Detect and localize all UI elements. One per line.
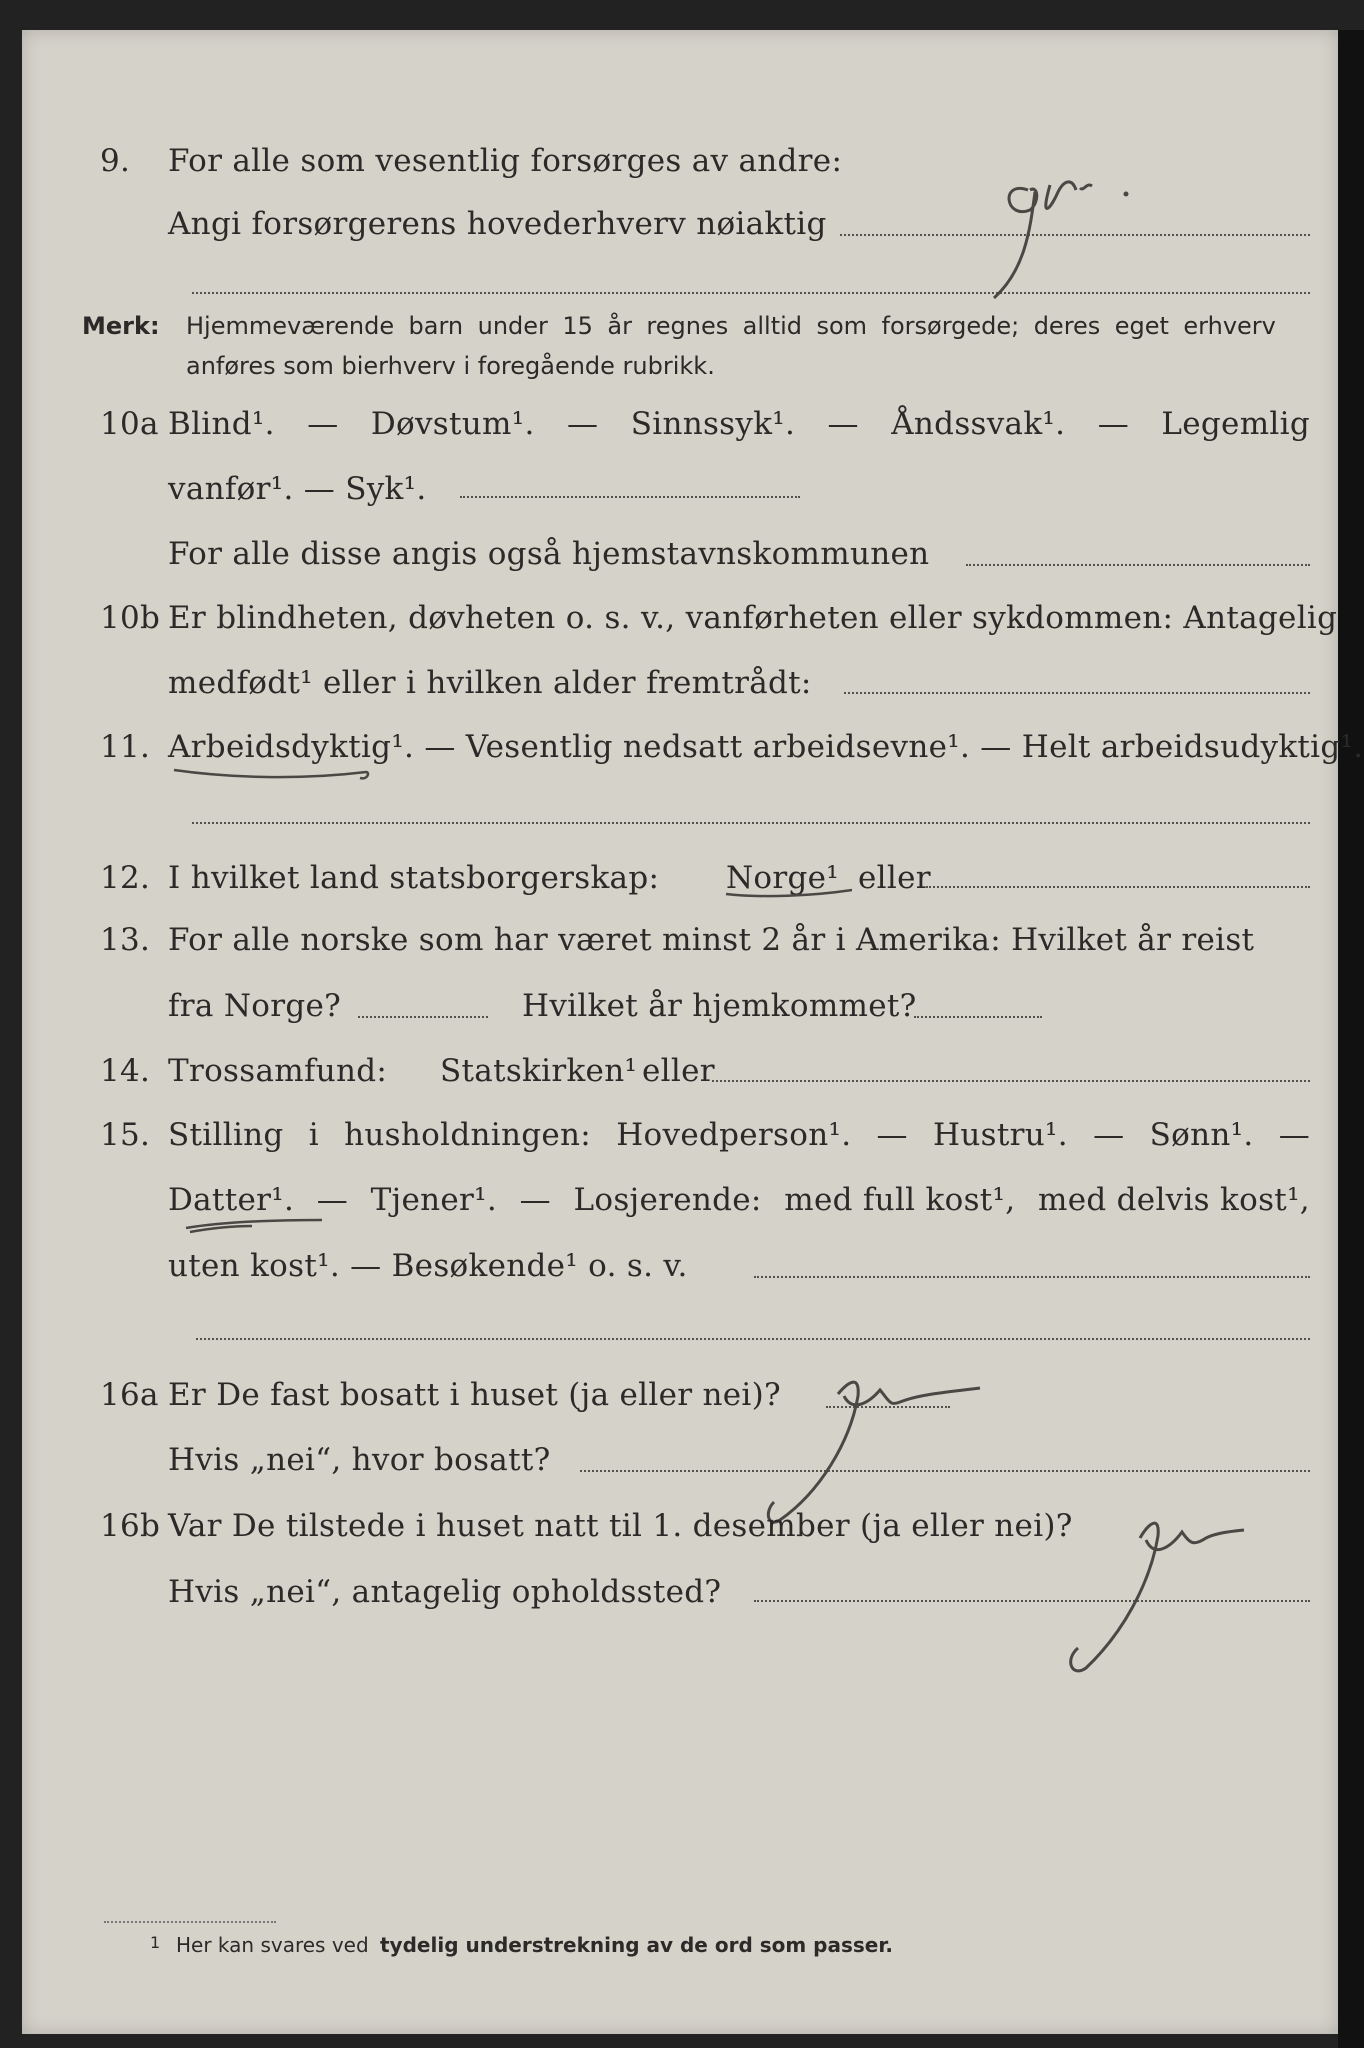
q14-text1c: eller bbox=[642, 1053, 715, 1089]
q16b-number: 16b bbox=[100, 1508, 161, 1544]
q10a-text1: Blind¹. — Døvstum¹. — Sinnssyk¹. — Åndssvak¹. — Legemlig bbox=[168, 406, 1310, 442]
q15-answer-line bbox=[754, 1276, 1310, 1278]
q12-answer-line bbox=[926, 886, 1310, 888]
q15-number: 15. bbox=[100, 1117, 151, 1153]
q11-underline-mark bbox=[170, 758, 380, 788]
q10b-line2 bbox=[0, 665, 1364, 715]
scan-edge bbox=[1338, 30, 1364, 2048]
q15-text1: Stilling i husholdningen: Hovedperson¹. — Hustru¹. — Sønn¹. — bbox=[168, 1117, 1310, 1153]
q13-text2a: fra Norge? bbox=[168, 988, 342, 1024]
q10b-number: 10b bbox=[100, 600, 161, 636]
q16a-text1: Er De fast bosatt i huset (ja eller nei)? bbox=[168, 1377, 781, 1413]
q10a-number: 10a bbox=[100, 406, 159, 442]
q14-text1b: Statskirken¹ bbox=[440, 1053, 638, 1089]
q10b-answer-line bbox=[844, 692, 1310, 694]
q16a-answer-text: ja bbox=[830, 1442, 831, 1443]
q13-line2 bbox=[0, 988, 1364, 1038]
q9-answer-text: gbr. bbox=[1040, 240, 1042, 241]
q16b-handwriting bbox=[1030, 1484, 1280, 1684]
q9-text2: Angi forsørgerens hovederhverv nøiaktig bbox=[168, 206, 827, 242]
q15-line1 bbox=[0, 1117, 1364, 1167]
q15-line3 bbox=[0, 1248, 1364, 1298]
q11-extra-line bbox=[192, 822, 1310, 824]
q12-number: 12. bbox=[100, 860, 151, 896]
q13-text2b: Hvilket år hjemkommet? bbox=[522, 988, 917, 1024]
q13-hjemkommet-line bbox=[914, 1016, 1042, 1018]
q10a-text3: For alle disse angis også hjemstavnskommunen bbox=[168, 536, 930, 572]
q9-number: 9. bbox=[100, 143, 131, 179]
q10a-line1 bbox=[0, 406, 1364, 456]
q13-reist-line bbox=[358, 1016, 488, 1018]
q13-text1: For alle norske som har været minst 2 år i Amerika: Hvilket år reist bbox=[168, 922, 1255, 958]
q10a-line3 bbox=[0, 536, 1364, 586]
merk-label: Merk: bbox=[82, 312, 160, 340]
q15-extra-line bbox=[196, 1338, 1310, 1340]
merk-line1: Hjemmeværende barn under 15 år regnes alltid som forsørgede; deres eget erhverv bbox=[186, 312, 1276, 340]
q12-text1: I hvilket land statsborgerskap: bbox=[168, 860, 660, 896]
q13-number: 13. bbox=[100, 922, 151, 958]
q12-underline-mark bbox=[722, 882, 862, 912]
q10a-hjemstavn-line bbox=[966, 564, 1310, 566]
footnote-rule bbox=[104, 1921, 276, 1923]
q16b-text2: Hvis „nei“, antagelig opholdssted? bbox=[168, 1574, 722, 1610]
q16a-number: 16a bbox=[100, 1377, 159, 1413]
q10a-text2: vanfør¹. — Syk¹. bbox=[168, 471, 427, 507]
q14-answer-line bbox=[712, 1080, 1310, 1082]
q9-handwriting bbox=[980, 130, 1180, 310]
q15-text3: uten kost¹. — Besøkende¹ o. s. v. bbox=[168, 1248, 688, 1284]
q10a-answer-line bbox=[460, 496, 800, 498]
q14-line1 bbox=[0, 1053, 1364, 1103]
footnote-text2: tydelig understrekning av de ord som passer. bbox=[380, 1933, 893, 1957]
q12-norge: Norge¹ bbox=[726, 860, 840, 896]
q11-text1: Arbeidsdyktig¹. — Vesentlig nedsatt arbeidsevne¹. — Helt arbeidsudyktig¹. bbox=[168, 729, 1364, 765]
q16b-text1: Var De tilstede i huset natt til 1. desember (ja eller nei)? bbox=[168, 1508, 1073, 1544]
q15-underline-mark bbox=[182, 1210, 332, 1240]
q9-text1: For alle som vesentlig forsørges av andre: bbox=[168, 143, 843, 179]
q16b-answer-text: ja bbox=[1130, 1584, 1131, 1585]
q13-line1 bbox=[0, 922, 1364, 972]
q16a-text2: Hvis „nei“, hvor bosatt? bbox=[168, 1442, 551, 1478]
q10b-text2: medfødt¹ eller i hvilken alder fremtrådt: bbox=[168, 665, 812, 701]
merk-line2: anføres som bierhverv i foregående rubrikk. bbox=[186, 352, 715, 380]
q11-number: 11. bbox=[100, 729, 151, 765]
q14-number: 14. bbox=[100, 1053, 151, 1089]
q14-text1: Trossamfund: bbox=[168, 1053, 388, 1089]
q16a-line1 bbox=[0, 1377, 1364, 1427]
q12-line1 bbox=[0, 860, 1364, 910]
q10b-line1 bbox=[0, 600, 1364, 650]
q12-eller: eller bbox=[858, 860, 931, 896]
footnote-mark: 1 bbox=[150, 1933, 161, 1952]
footnote-text1: Her kan svares ved bbox=[176, 1933, 369, 1957]
q10b-text1: Er blindheten, døvheten o. s. v., vanførheten eller sykdommen: Antagelig bbox=[168, 600, 1338, 636]
q16a-handwriting bbox=[740, 1352, 1030, 1532]
q15-text2: Datter¹. — Tjener¹. — Losjerende: med full kost¹, med delvis kost¹, bbox=[168, 1182, 1310, 1218]
